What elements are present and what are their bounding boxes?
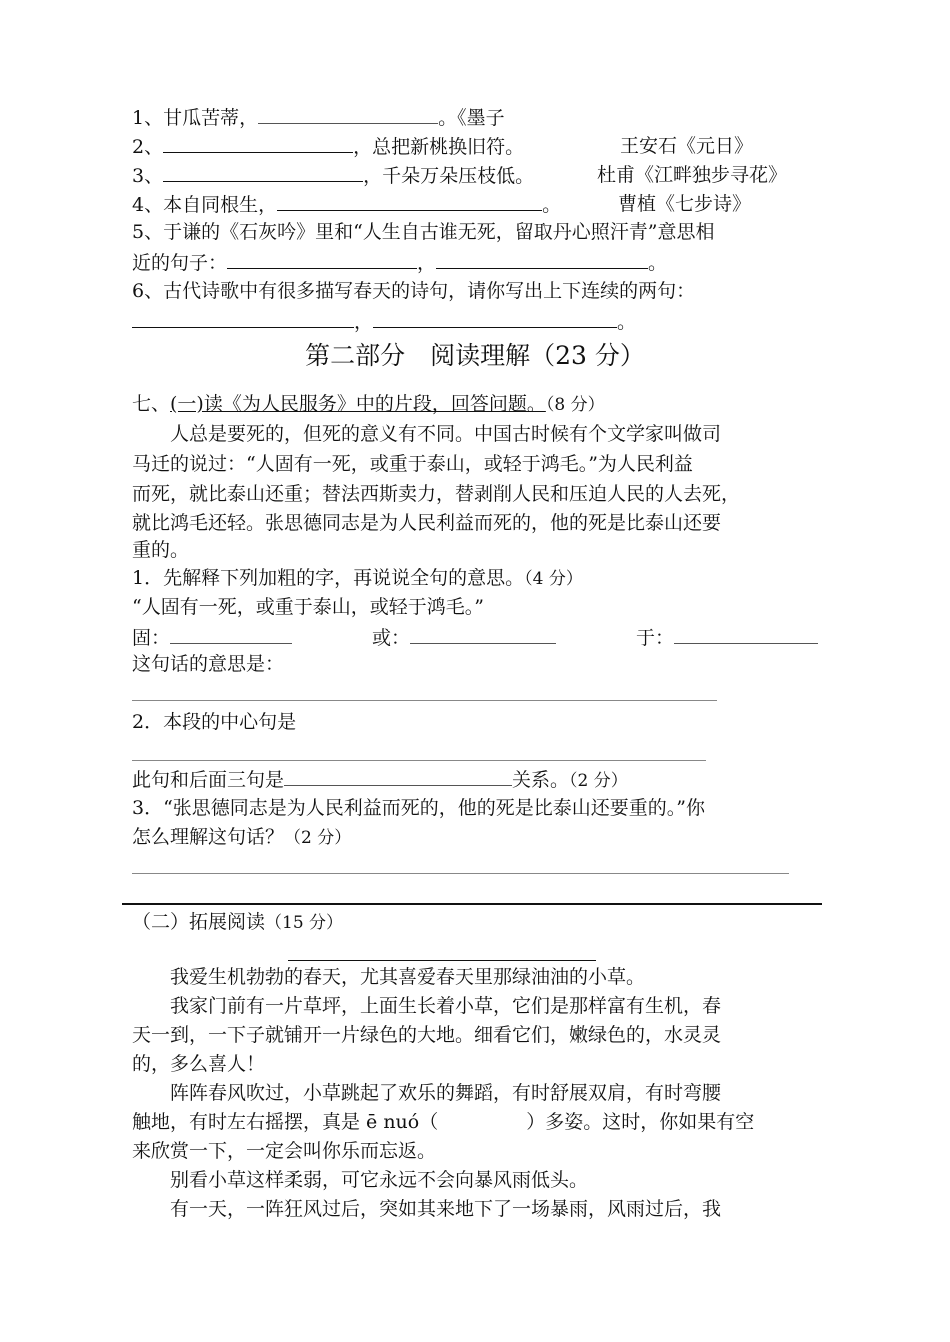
reading2-para-line: 阵阵春风吹过，小草跳起了欢乐的舞蹈，有时舒展双肩，有时弯腰: [132, 1082, 722, 1104]
reading2-para-line: 来欣赏一下，一定会叫你乐而忘返。: [132, 1140, 437, 1162]
reading1-q2-relation: 此句和后面三句是 关系。（2 分）: [132, 769, 628, 791]
answer-blank[interactable]: [163, 163, 363, 182]
answer-blank[interactable]: [227, 250, 417, 269]
reading2-heading: （二）拓展阅读（15 分）: [132, 911, 344, 933]
answer-line[interactable]: [132, 760, 706, 761]
reading1-q3-line1: 3．“张思德同志是为人民利益而死的，他的死是比泰山还要重的。”你: [132, 797, 706, 819]
reading1-q1-quote: “人固有一死，或重于泰山，或轻于鸿毛。”: [132, 596, 484, 618]
answer-blank[interactable]: [258, 105, 438, 124]
poem-q6-line2: ， 。: [132, 309, 636, 334]
section-divider: [122, 903, 822, 905]
answer-blank[interactable]: [277, 192, 542, 211]
reading1-meaning: 这句话的意思是：: [132, 653, 285, 675]
reading2-pinyin-line: 触地，有时左右摇摆，真是 ē nuó（ ）多姿。这时，你如果有空: [132, 1111, 755, 1133]
poem-q3-source: 杜甫《江畔独步寻花》: [597, 164, 788, 186]
reading1-q1: 1．先解释下列加粗的字，再说说全句的意思。（4 分）: [132, 567, 583, 589]
answer-blank[interactable]: [373, 309, 617, 328]
poem-q6-line1: 6、古代诗歌中有很多描写春天的诗句，请你写出上下连续的两句：: [132, 280, 696, 302]
reading1-para-line: 重的。: [132, 539, 190, 561]
reading1-gu: 固：: [132, 625, 292, 650]
section-title: 第二部分 阅读理解（23 分）: [305, 341, 645, 370]
poem-q4-source: 曹植《七步诗》: [618, 193, 752, 215]
answer-blank[interactable]: [132, 309, 354, 328]
answer-blank[interactable]: [163, 134, 353, 153]
reading1-q2: 2．本段的中心句是: [132, 711, 297, 733]
poem-q5-line2: 近的句子： ， 。: [132, 252, 668, 274]
poem-q3: 3、 ，千朵万朵压枝低。: [132, 165, 535, 187]
reading2-para-line: 有一天，一阵狂风过后，突如其来地下了一场暴雨，风雨过后，我: [132, 1198, 722, 1220]
answer-blank[interactable]: [674, 625, 818, 644]
reading1-q3-line2: 怎么理解这句话？（2 分）: [132, 826, 352, 848]
title-blank[interactable]: [288, 960, 596, 961]
reading1-para-line: 人总是要死的，但死的意义有不同。中国古时候有个文学家叫做司: [132, 423, 722, 445]
answer-blank[interactable]: [170, 625, 292, 644]
poem-q2: 2、 ，总把新桃换旧符。: [132, 136, 525, 158]
poem-q5-line1: 5、于谦的《石灰吟》里和“人生自古谁无死，留取丹心照汗青”意思相: [132, 221, 715, 243]
reading2-para-line: 我爱生机勃勃的春天，尤其喜爱春天里那绿油油的小草。: [132, 966, 646, 988]
reading1-para-line: 而死，就比泰山还重；替法西斯卖力，替剥削人民和压迫人民的人去死，: [132, 483, 741, 505]
reading1-heading: 七、(一)读《为人民服务》中的片段，回答问题。（8 分）: [132, 393, 605, 415]
reading2-para-line: 别看小草这样柔弱，可它永远不会向暴风雨低头。: [132, 1169, 589, 1191]
answer-line[interactable]: [132, 700, 717, 701]
answer-blank[interactable]: [436, 250, 648, 269]
answer-blank[interactable]: [410, 625, 556, 644]
reading1-para-line: 马迁的说过：“人固有一死，或重于泰山，或轻于鸿毛。”为人民利益: [132, 453, 693, 475]
poem-q1: 1、甘瓜苦蒂， 。《墨子: [132, 107, 505, 129]
answer-blank[interactable]: [284, 767, 512, 786]
reading2-para-line: 的，多么喜人！: [132, 1053, 266, 1075]
reading1-para-line: 就比鸿毛还轻。张思德同志是为人民利益而死的，他的死是比泰山还要: [132, 512, 722, 534]
reading1-yu: 于：: [636, 625, 818, 650]
reading2-para-line: 天一到，一下子就铺开一片绿色的大地。细看它们，嫩绿色的，水灵灵: [132, 1024, 722, 1046]
reading1-huo: 或：: [372, 625, 556, 650]
answer-line[interactable]: [132, 873, 789, 874]
reading2-para-line: 我家门前有一片草坪，上面生长着小草，它们是那样富有生机，春: [132, 995, 722, 1017]
poem-q4: 4、本自同根生， 。: [132, 194, 562, 216]
poem-q2-source: 王安石《元日》: [620, 135, 754, 157]
